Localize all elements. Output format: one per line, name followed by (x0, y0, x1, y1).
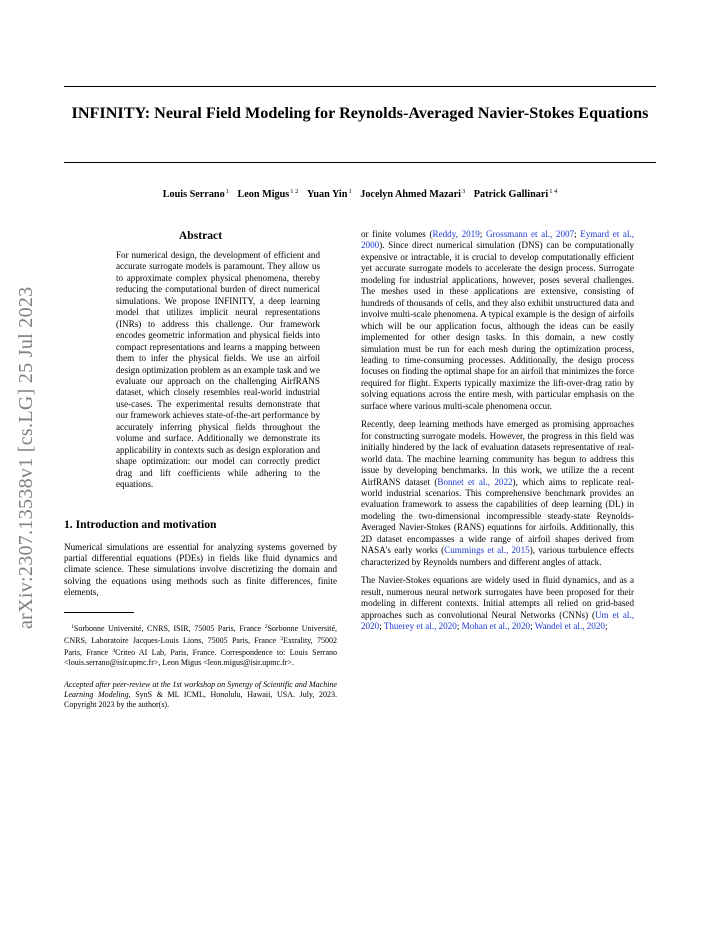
intro-paragraph-1: Numerical simulations are essential for analyzing systems governed by partial differential equations (PDEs) in fields like fluid dynamics and climate science. These simulations involve discretizing the domain and solving the equations using methods such as finite differences, finite elements, (64, 541, 337, 598)
left-column (64, 229, 337, 710)
author: Jocelyn Ahmed Mazari$^3$ (360, 188, 466, 200)
citation-link[interactable]: Thuerey et al., 2020 (383, 620, 457, 631)
author: Patrick Gallinari$^{1 4}$ (473, 188, 558, 200)
title-rule-bottom (64, 162, 656, 163)
arxiv-identifier-stamp: arXiv:2307.13538v1 [cs.LG] 25 Jul 2023 (15, 286, 37, 629)
paper-title: INFINITY: Neural Field Modeling for Reynolds-Averaged Navier-Stokes Equations (71, 104, 649, 122)
intro-paragraph-2: Recently, deep learning methods have emerged as promising approaches for constructing surrogate models. However, the progress in this field was initially hindered by the lack of evaluation datasets representative of real-world data. The machine learning community has begun to address this issue by developing benchmarks. In this work, we utilize the a recent AirfRANS dataset (Bonnet et al., 2022), which aims to replicate real-world industrial scenarios. This comprehensive benchmark provides an evaluation framework to assess the capabilities of deep learning (DL) in modeling the two-dimensional incompressible steady-state Reynolds-Averaged Navier-Stokes (RANS) equations for airfoils. Additionally, this 2D dataset encompasses a wide range of airfoil shapes derived from NASA's early works (Cummings et al., 2015), various turbulence effects characterized by Reynolds numbers and different angles of attack. (361, 419, 634, 567)
author: Leon Migus$^{1 2}$ (237, 188, 299, 200)
author: Yuan Yin$^1$ (306, 188, 352, 200)
right-column (361, 229, 634, 639)
footnote-rule (64, 612, 134, 613)
abstract-text: For numerical design, the development of efficient and accurate surrogate models is paramount. They allow us to approximate complex physical phenomena, thereby reducing the computational burden of direct numerical simulations. We propose INFINITY, a deep learning model that utilizes implicit neural representations (INRs) to address this challenge. Our framework encodes geometric information and physical fields into compact representations and learns a mapping between them to infer the physical fields. We use an airfoil design optimization problem as an example task and we evaluate our approach on the challenging AirfRANS dataset, which closely resembles real-world industrial use-cases. The experimental results demonstrate that our framework achieves state-of-the-art performance by accurately inferring physical fields throughout the volume and surface. Additionally we demonstrate its applicability in contexts such as design exploration and shape optimization: our model can correctly predict drag and lift coefficients while adhering to the equations. (116, 250, 320, 490)
intro-paragraph-1-continued: or finite volumes (Reddy, 2019; Grossmann et al., 2007; Eymard et al., 2000). Since direct numerical simulation (DNS) can be computationally expensive or intractable, it is crucial to develop computationally efficient yet accurate surrogate models to accelerate the design process. Surrogate modeling for industrial applications, however, poses several challenges. The meshes used in these applications are extensive, consisting of hundreds of thousands of cells, and they also exhibit unstructured data and involve multi-scale phenomena. A typical example is the design of airfoils which will be our application focus, although the ideas can be easily implemented for other design tasks. In this domain, a new costly simulation must be run for each mesh during the optimization process, leading to time-consuming processes. Additionally, the design process focuses on finding the optimal shape for an airfoil that minimizes the force required for flight. Experts typically maximize the lift-over-drag ratio by solving equations across the entire mesh, with particular emphasis on the surface where various multi-scale phenomena occur. (361, 229, 635, 411)
author: Louis Serrano$^1$ (162, 188, 229, 200)
citation-link[interactable]: Eymard et al., 2000 (361, 229, 635, 251)
author-list (64, 185, 656, 202)
acceptance-note: Accepted after peer-review at the 1st workshop on Synergy of Scientific and Machine Learning Modeling, SynS & ML ICML, Honolulu, Hawaii, USA. July, 2023. Copyright 2023 by the author(s). (64, 679, 338, 709)
citation-link[interactable]: Bonnet et al., 2022 (437, 476, 513, 487)
citation-link[interactable]: Mohan et al., 2020 (461, 620, 531, 631)
citation-link[interactable]: Cummings et al., 2015 (444, 545, 530, 556)
abstract-heading: Abstract (178, 229, 223, 242)
citation-link[interactable]: Reddy, 2019 (432, 229, 480, 239)
title-rule-top (64, 86, 656, 87)
citation-link[interactable]: Um et al., 2020 (361, 609, 634, 631)
intro-paragraph-3: The Navier-Stokes equations are widely used in fluid dynamics, and as a result, numerous neural network surrogates have been proposed for their modeling in different contexts. Initial attempts all relied on grid-based approaches such as convolutional Neural Networks (CNNs) (Um et al., 2020; Thuerey et al., 2020; Mohan et al., 2020; Wandel et al., 2020; (361, 575, 634, 631)
citation-link[interactable]: Wandel et al., 2020 (534, 620, 605, 631)
section-heading-introduction: 1. Introduction and motivation (64, 517, 217, 531)
citation-link[interactable]: Grossmann et al., 2007 (485, 229, 575, 239)
affiliation-footnotes: $^1$Sorbonne Université, CNRS, ISIR, 75005 Paris, France $^2$Sorbonne Université, CNRS, Laboratoire Jacques-Louis Lions, 75005 Paris, France $^3$Extrality, 75002 Paris, France $^4$Criteo AI Lab, Paris, France. Correspondence to: Louis Serrano <louis.serrano@isir.upmc.fr>, Leon Migus <leon.migus@isir.upmc.fr>. (64, 623, 338, 667)
